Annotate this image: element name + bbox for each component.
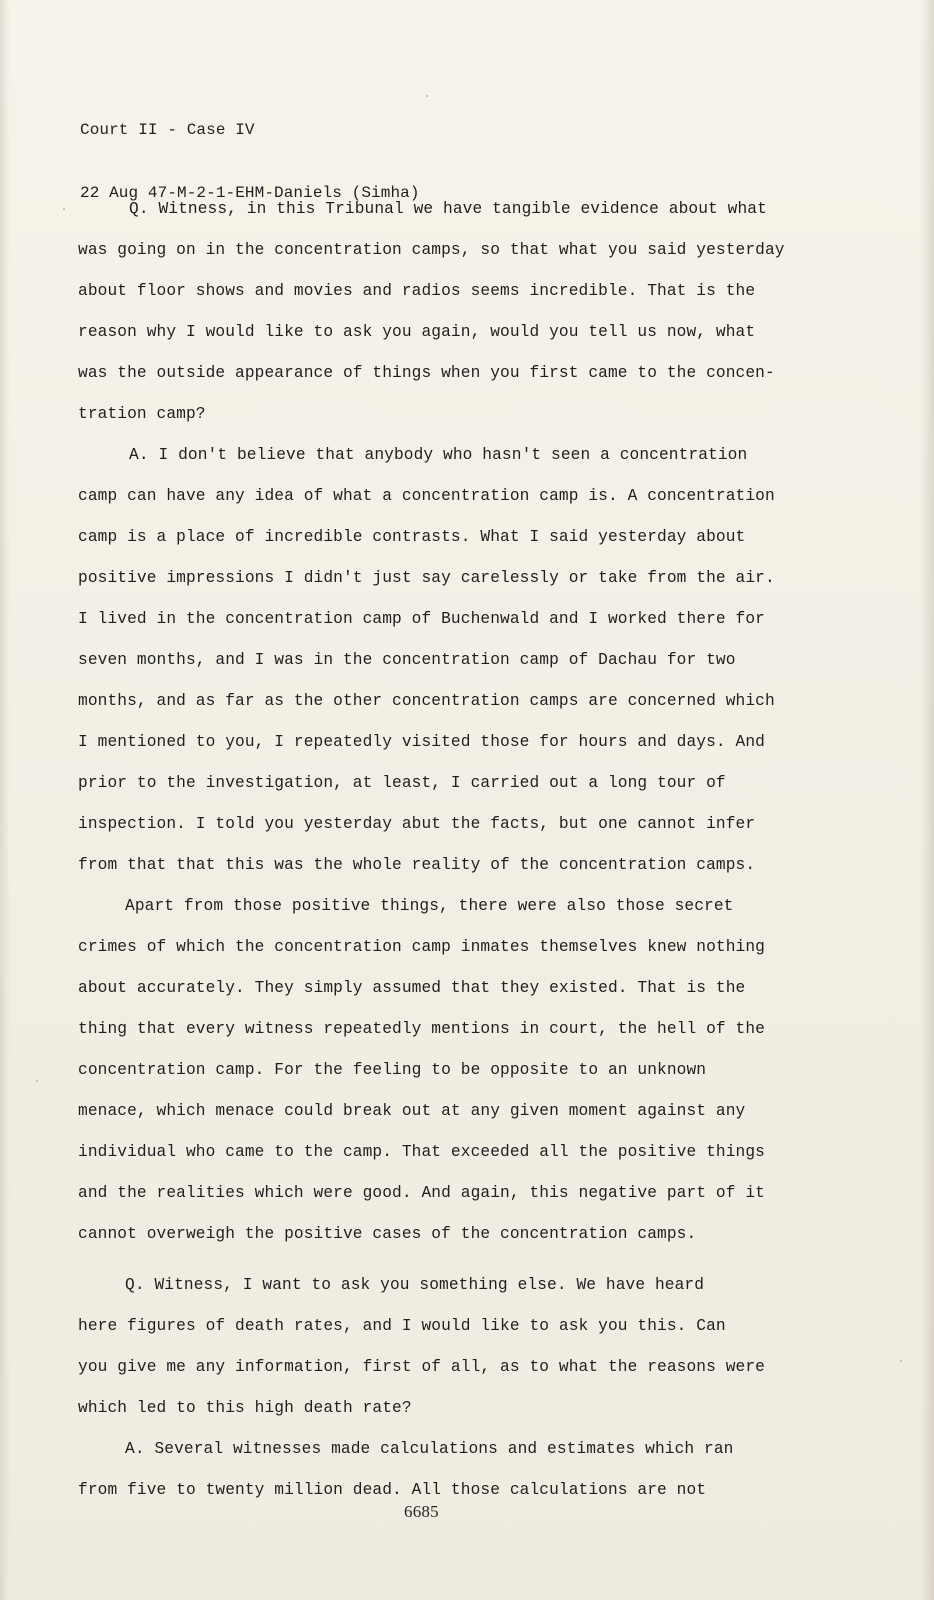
text-line: from five to twenty million dead. All those calculations are not	[78, 1481, 707, 1499]
text-line: A. I don't believe that anybody who hasn't seen a concentration	[129, 446, 748, 464]
text-line: about accurately. They simply assumed that they existed. That is the	[78, 979, 746, 997]
text-line: was going on in the concentration camps, so that what you said yesterday	[78, 241, 785, 259]
text-line: seven months, and I was in the concentration camp of Dachau for two	[78, 651, 736, 669]
text-line: inspection. I told you yesterday abut the facts, but one cannot infer	[78, 815, 756, 833]
text-line: menace, which menace could break out at any given moment against any	[78, 1102, 746, 1120]
text-line: camp can have any idea of what a concentration camp is. A concentration	[78, 487, 775, 505]
text-line: I lived in the concentration camp of Buchenwald and I worked there for	[78, 610, 765, 628]
page-number: 6685	[404, 1502, 439, 1521]
page-left-edge-shadow	[0, 0, 10, 1600]
header-date-reference: 22 Aug 47-M-2-1-EHM-Daniels (Simha)	[80, 184, 420, 202]
text-line: from that that this was the whole reality of the concentration camps.	[78, 856, 756, 874]
text-line: about floor shows and movies and radios seems incredible. That is the	[78, 282, 756, 300]
text-line: I mentioned to you, I repeatedly visited those for hours and days. And	[78, 733, 765, 751]
text-line: Q. Witness, in this Tribunal we have tangible evidence about what	[129, 200, 767, 218]
paper-speck	[900, 1360, 902, 1362]
paper-speck	[63, 208, 65, 210]
paper-speck	[36, 1080, 38, 1082]
page-right-edge-shadow	[920, 0, 934, 1600]
paper-speck	[426, 95, 428, 97]
header-court-case: Court II - Case IV	[80, 121, 255, 139]
text-line: Q. Witness, I want to ask you something else. We have heard	[125, 1276, 705, 1294]
text-line: individual who came to the camp. That exceeded all the positive things	[78, 1143, 765, 1161]
text-line: and the realities which were good. And again, this negative part of it	[78, 1184, 765, 1202]
text-line: crimes of which the concentration camp inmates themselves knew nothing	[78, 938, 765, 956]
text-line: concentration camp. For the feeling to be opposite to an unknown	[78, 1061, 707, 1079]
text-line: tration camp?	[78, 405, 206, 423]
text-line: cannot overweigh the positive cases of the concentration camps.	[78, 1225, 697, 1243]
text-line: prior to the investigation, at least, I carried out a long tour of	[78, 774, 726, 792]
text-line: Apart from those positive things, there were also those secret	[125, 897, 734, 915]
text-line: was the outside appearance of things when you first came to the concen-	[78, 364, 775, 382]
text-line: thing that every witness repeatedly mentions in court, the hell of the	[78, 1020, 765, 1038]
text-line: months, and as far as the other concentration camps are concerned which	[78, 692, 775, 710]
text-line: positive impressions I didn't just say carelessly or take from the air.	[78, 569, 775, 587]
text-line: here figures of death rates, and I would like to ask you this. Can	[78, 1317, 726, 1335]
text-line: reason why I would like to ask you again, would you tell us now, what	[78, 323, 756, 341]
document-header	[80, 78, 420, 246]
text-line: you give me any information, first of all, as to what the reasons were	[78, 1358, 765, 1376]
text-line: A. Several witnesses made calculations and estimates which ran	[125, 1440, 734, 1458]
text-line: camp is a place of incredible contrasts. What I said yesterday about	[78, 528, 746, 546]
text-line: which led to this high death rate?	[78, 1399, 412, 1417]
